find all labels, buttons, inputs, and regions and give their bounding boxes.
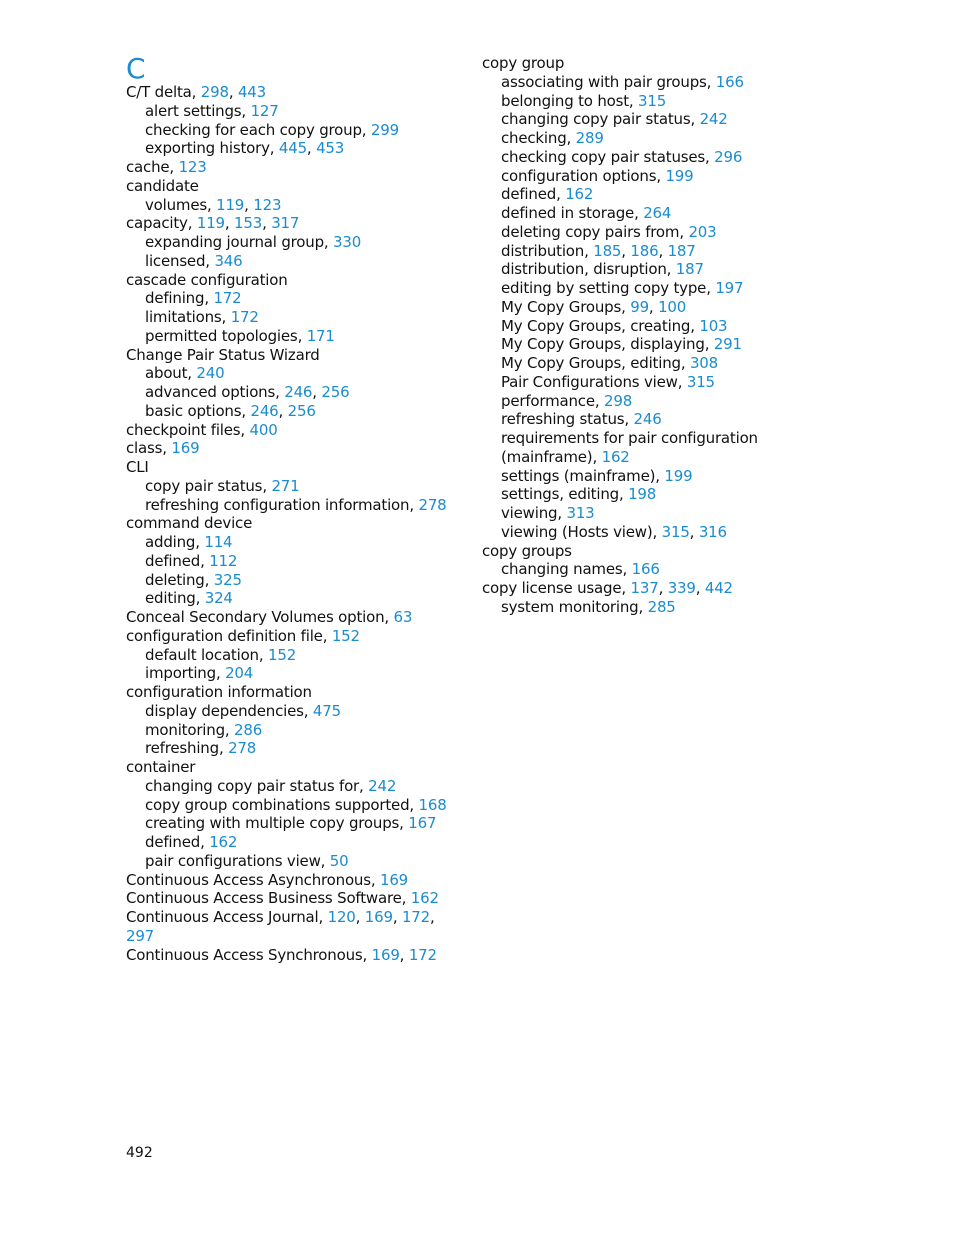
page-link[interactable]: 162: [565, 185, 594, 204]
index-subentry: My Copy Groups, editing, 308: [501, 354, 718, 372]
index-term: configuration options: [501, 166, 657, 185]
index-term: distribution: [501, 241, 585, 260]
page-link[interactable]: 298: [200, 83, 229, 101]
index-subentry: performance, 298: [501, 391, 633, 410]
page-link[interactable]: 315: [686, 372, 715, 391]
index-entry: [126, 271, 456, 290]
page-link[interactable]: 162: [601, 447, 630, 466]
index-term: Pair Configurations view: [501, 372, 678, 391]
index-subentry: deleting, 325: [145, 570, 242, 589]
page-link[interactable]: 185: [593, 241, 622, 260]
page-number: 492: [126, 1145, 153, 1161]
index-subentry: monitoring, 286: [145, 720, 263, 739]
index-term: viewing: [501, 504, 558, 522]
index-term: system monitoring: [501, 597, 639, 616]
index-term: refreshing status: [501, 410, 625, 429]
index-subentry: deleting copy pairs from, 203: [501, 222, 717, 241]
page-link[interactable]: 112: [209, 551, 238, 570]
index-subentry: about, 240: [145, 364, 225, 383]
index-entry: [126, 346, 456, 365]
index-subentry: refreshing configuration information, 278: [145, 495, 447, 514]
index-term: command device: [126, 514, 253, 533]
index-subentry: viewing, 313: [501, 504, 595, 522]
index-entry: Conceal Secondary Volumes option, 63: [126, 608, 413, 626]
index-term: editing by setting copy type: [501, 279, 707, 297]
index-term: Conceal Secondary Volumes option: [126, 608, 385, 626]
page-link[interactable]: 99: [630, 297, 649, 316]
page-link[interactable]: 297: [126, 926, 155, 945]
page-link[interactable]: 169: [371, 945, 400, 964]
page-link[interactable]: 168: [418, 795, 447, 814]
index-term: checking for each copy group: [145, 120, 362, 139]
page-link[interactable]: 442: [704, 579, 733, 597]
page-link[interactable]: 286: [234, 720, 263, 739]
index-term: changing copy pair status for: [145, 776, 360, 795]
page-link[interactable]: 119: [216, 195, 245, 214]
page-link[interactable]: 316: [698, 522, 727, 541]
index-term: (mainframe): [501, 447, 593, 466]
index-subentry: defined, 112: [145, 551, 238, 570]
index-term: alert settings: [145, 101, 242, 120]
index-term: advanced options: [145, 383, 276, 401]
index-subentry: basic options, 246, 256: [145, 401, 316, 420]
index-term: monitoring: [145, 720, 225, 739]
page-link[interactable]: 103: [699, 316, 728, 335]
index-subentry: importing, 204: [145, 664, 254, 683]
page-link[interactable]: 278: [228, 739, 257, 758]
page-link[interactable]: 127: [250, 101, 279, 120]
index-term: display dependencies: [145, 701, 304, 720]
index-term: permitted topologies: [145, 326, 298, 345]
index-term: copy pair status: [145, 476, 263, 495]
index-subentry: refreshing status, 246: [501, 410, 662, 429]
index-term: cache: [126, 158, 170, 176]
page-link[interactable]: 278: [418, 495, 447, 514]
index-term: refreshing configuration information: [145, 495, 410, 514]
page-link[interactable]: 445: [278, 139, 307, 158]
index-term: copy group: [482, 54, 565, 72]
index-subentry: copy pair status, 271: [145, 476, 300, 495]
index-term: refreshing: [145, 739, 219, 758]
page-link[interactable]: 123: [253, 195, 282, 214]
index-subentry: [482, 429, 772, 448]
left-entries-list: [126, 83, 456, 964]
index-subentry: defined, 162: [501, 185, 594, 204]
index-entry: [126, 758, 456, 777]
page-link[interactable]: 171: [306, 326, 335, 345]
index-term: C/T delta: [126, 83, 192, 101]
page-link[interactable]: 169: [364, 908, 393, 926]
index-subentry: defined in storage, 264: [501, 204, 672, 222]
index-term: deleting copy pairs from: [501, 222, 680, 241]
page-link[interactable]: 256: [321, 383, 350, 401]
index-term: pair configurations view: [145, 851, 321, 870]
page-link[interactable]: 264: [643, 204, 672, 222]
index-subentry: changing copy pair status for, 242: [145, 776, 397, 795]
index-entry: cache, 123: [126, 158, 207, 176]
page-link[interactable]: 317: [271, 214, 300, 233]
index-term: expanding journal group: [145, 233, 324, 251]
index-entry: Continuous Access Synchronous, 169, 172: [126, 945, 437, 964]
page-link[interactable]: 203: [688, 222, 717, 241]
page-link[interactable]: 246: [633, 410, 662, 429]
index-entry: Continuous Access Asynchronous, 169: [126, 870, 409, 889]
page-link[interactable]: 169: [171, 439, 200, 458]
index-subentry: checking, 289: [501, 129, 604, 147]
index-subentry: expanding journal group, 330: [145, 233, 362, 251]
page-link[interactable]: 324: [204, 589, 233, 608]
index-term: basic options: [145, 401, 242, 420]
index-term: adding: [145, 533, 196, 551]
index-entry: [126, 683, 456, 702]
page-link[interactable]: 291: [713, 335, 742, 354]
index-term: volumes: [145, 195, 207, 214]
page-link[interactable]: 315: [661, 522, 690, 541]
index-right-column: [482, 54, 772, 617]
page-link[interactable]: 172: [230, 308, 259, 326]
page-link[interactable]: 166: [631, 560, 660, 579]
index-term: container: [126, 758, 196, 776]
index-entry: Continuous Access Journal, 120, 169, 172,: [126, 908, 435, 926]
index-subentry: associating with pair groups, 166: [501, 72, 744, 91]
index-term: copy groups: [482, 541, 572, 560]
page-link[interactable]: 187: [667, 241, 696, 260]
page-link[interactable]: 167: [408, 814, 437, 833]
index-entry: capacity, 119, 153, 317: [126, 214, 300, 233]
index-subentry: system monitoring, 285: [501, 597, 676, 616]
index-subentry: pair configurations view, 50: [145, 851, 349, 870]
page-link[interactable]: 308: [689, 354, 718, 372]
page-link[interactable]: 50: [329, 851, 349, 870]
index-term: My Copy Groups: [501, 297, 622, 316]
index-term: viewing (Hosts view): [501, 522, 653, 541]
page-link[interactable]: 120: [327, 908, 356, 926]
index-term: capacity: [126, 214, 188, 233]
index-subentry: My Copy Groups, 99, 100: [501, 297, 687, 316]
page-link[interactable]: 199: [664, 466, 693, 485]
page-link[interactable]: 315: [638, 91, 667, 110]
index-term: editing: [145, 589, 196, 608]
index-subentry: exporting history, 445, 453: [145, 139, 345, 158]
index-term: My Copy Groups, displaying: [501, 335, 705, 354]
index-subentry: display dependencies, 475: [145, 701, 341, 720]
index-left-column: [126, 54, 456, 964]
index-term: Change Pair Status Wizard: [126, 345, 320, 364]
index-term: Continuous Access Synchronous: [126, 945, 363, 964]
index-term: defined in storage: [501, 204, 635, 222]
page-link[interactable]: 271: [271, 476, 300, 495]
page-link[interactable]: 330: [333, 233, 362, 251]
page-link[interactable]: 198: [628, 485, 657, 504]
index-subentry: alert settings, 127: [145, 101, 279, 120]
index-subentry: default location, 152: [145, 645, 297, 664]
index-term: importing: [145, 664, 216, 683]
page-link[interactable]: 100: [658, 297, 687, 316]
index-subentry: copy group combinations supported, 168: [145, 795, 447, 814]
page-link[interactable]: 289: [575, 129, 604, 147]
index-term: changing names: [501, 560, 623, 579]
page-link[interactable]: 169: [379, 870, 409, 889]
index-subentry: My Copy Groups, creating, 103: [501, 316, 728, 335]
index-entry: [126, 177, 456, 196]
page-link[interactable]: 197: [715, 279, 744, 297]
index-subentry: defining, 172: [145, 289, 242, 308]
index-entry: [126, 927, 456, 946]
page-link[interactable]: 246: [284, 383, 313, 401]
page-link[interactable]: 285: [647, 597, 676, 616]
index-term: exporting history: [145, 139, 270, 158]
index-entry: [126, 458, 456, 477]
page-link[interactable]: 204: [225, 664, 254, 683]
page-link[interactable]: 166: [715, 72, 744, 91]
index-term: defined: [145, 833, 201, 851]
index-term: Continuous Access Journal: [126, 908, 319, 926]
page-link[interactable]: 475: [312, 701, 341, 720]
index-subentry: licensed, 346: [145, 251, 243, 270]
index-term: belonging to host: [501, 91, 629, 110]
index-term: licensed: [145, 251, 206, 270]
page-link[interactable]: 246: [250, 401, 279, 420]
index-subentry: belonging to host, 315: [501, 91, 667, 110]
index-entry: [482, 542, 772, 561]
index-subentry: refreshing, 278: [145, 739, 257, 758]
section-letter: C: [126, 52, 146, 85]
page-link[interactable]: 162: [209, 833, 238, 851]
page-link[interactable]: 152: [268, 645, 297, 664]
index-subentry: editing by setting copy type, 197: [501, 279, 744, 297]
index-subentry: defined, 162: [145, 833, 238, 851]
index-subentry: adding, 114: [145, 533, 233, 551]
page-link[interactable]: 119: [196, 214, 225, 233]
index-term: class: [126, 439, 163, 458]
page-link[interactable]: 172: [401, 908, 430, 926]
index-term: default location: [145, 645, 259, 664]
index-term: Continuous Access Asynchronous: [126, 870, 371, 889]
index-term: associating with pair groups: [501, 72, 707, 91]
index-term: Continuous Access Business Software: [126, 889, 402, 908]
index-term: copy license usage: [482, 579, 622, 597]
page-link[interactable]: 299: [370, 120, 399, 139]
index-term: requirements for pair configuration: [501, 429, 758, 447]
index-term: My Copy Groups, editing: [501, 354, 681, 372]
page-link[interactable]: 63: [393, 608, 413, 626]
index-term: about: [145, 364, 188, 383]
page-link[interactable]: 256: [287, 401, 316, 420]
index-term: cascade configuration: [126, 270, 288, 289]
index-term: performance: [501, 391, 595, 410]
index-subentry: settings (mainframe), 199: [501, 466, 693, 485]
page-link[interactable]: 313: [566, 504, 595, 522]
index-term: settings, editing: [501, 485, 619, 504]
index-entry: copy license usage, 137, 339, 442: [482, 579, 733, 597]
page-link[interactable]: 240: [196, 364, 225, 383]
index-subentry: configuration options, 199: [501, 166, 694, 185]
page-link[interactable]: 114: [204, 533, 233, 551]
page-link[interactable]: 242: [368, 776, 397, 795]
page-link[interactable]: 325: [213, 570, 242, 589]
index-term: defining: [145, 289, 205, 308]
index-subentry: distribution, 185, 186, 187: [501, 241, 696, 260]
page-link[interactable]: 242: [699, 110, 728, 129]
index-term: candidate: [126, 176, 199, 195]
page-link[interactable]: 453: [316, 139, 345, 158]
index-term: checkpoint files: [126, 420, 241, 439]
index-subentry: limitations, 172: [145, 308, 259, 326]
index-term: distribution, disruption: [501, 260, 667, 279]
index-entry: [126, 514, 456, 533]
index-term: checking: [501, 129, 567, 147]
index-entry: configuration definition file, 152: [126, 626, 360, 645]
index-term: configuration information: [126, 683, 312, 701]
page-link[interactable]: 186: [630, 241, 659, 260]
index-subentry: settings, editing, 198: [501, 485, 657, 504]
index-term: limitations: [145, 308, 222, 326]
page-link[interactable]: 199: [665, 166, 694, 185]
page-link[interactable]: 298: [604, 391, 633, 410]
index-subentry: volumes, 119, 123: [145, 195, 282, 214]
index-subentry: distribution, disruption, 187: [501, 260, 704, 279]
index-term: defined: [501, 185, 557, 204]
index-term: defined: [145, 551, 201, 570]
page-link[interactable]: 339: [667, 579, 696, 597]
index-term: checking copy pair statuses: [501, 147, 706, 166]
index-entry: [482, 54, 772, 73]
index-subentry: editing, 324: [145, 589, 233, 608]
index-term: creating with multiple copy groups: [145, 814, 400, 833]
page-link[interactable]: 187: [675, 260, 704, 279]
index-entry: C/T delta, 298, 443: [126, 83, 266, 101]
index-term: copy group combinations supported: [145, 795, 410, 814]
index-term: deleting: [145, 570, 205, 589]
index-subentry: checking for each copy group, 299: [145, 120, 399, 139]
index-subentry: checking copy pair statuses, 296: [501, 147, 743, 166]
index-subentry: advanced options, 246, 256: [145, 383, 350, 401]
index-subentry: creating with multiple copy groups, 167: [145, 814, 437, 833]
page-link[interactable]: 346: [214, 251, 243, 270]
index-subentry: viewing (Hosts view), 315, 316: [501, 522, 727, 541]
index-entry: class, 169: [126, 439, 200, 458]
page-link[interactable]: 400: [249, 420, 278, 439]
page-link[interactable]: 296: [714, 147, 743, 166]
page-link[interactable]: 137: [630, 579, 659, 597]
right-entries-list: [482, 54, 772, 617]
index-subentry: permitted topologies, 171: [145, 326, 335, 345]
index-entry: checkpoint files, 400: [126, 420, 278, 439]
index-term: My Copy Groups, creating: [501, 316, 691, 335]
page-link[interactable]: 172: [213, 289, 242, 308]
index-subentry: changing copy pair status, 242: [501, 110, 728, 129]
page-link[interactable]: 152: [331, 626, 360, 645]
page-link[interactable]: 162: [410, 889, 439, 908]
page-link[interactable]: 153: [234, 214, 263, 233]
index-term: configuration definition file: [126, 626, 323, 645]
page-link[interactable]: 172: [408, 945, 437, 964]
index-term: CLI: [126, 458, 149, 476]
index-entry: Continuous Access Business Software, 162: [126, 889, 439, 908]
index-subentry: changing names, 166: [501, 560, 660, 579]
index-subentry: My Copy Groups, displaying, 291: [501, 335, 742, 354]
index-term: settings (mainframe): [501, 466, 656, 485]
page-link[interactable]: 123: [178, 158, 207, 176]
index-term: changing copy pair status: [501, 110, 691, 129]
index-subentry: Pair Configurations view, 315: [501, 372, 715, 391]
page-link[interactable]: 443: [237, 83, 266, 101]
index-subentry: (mainframe), 162: [501, 447, 630, 466]
